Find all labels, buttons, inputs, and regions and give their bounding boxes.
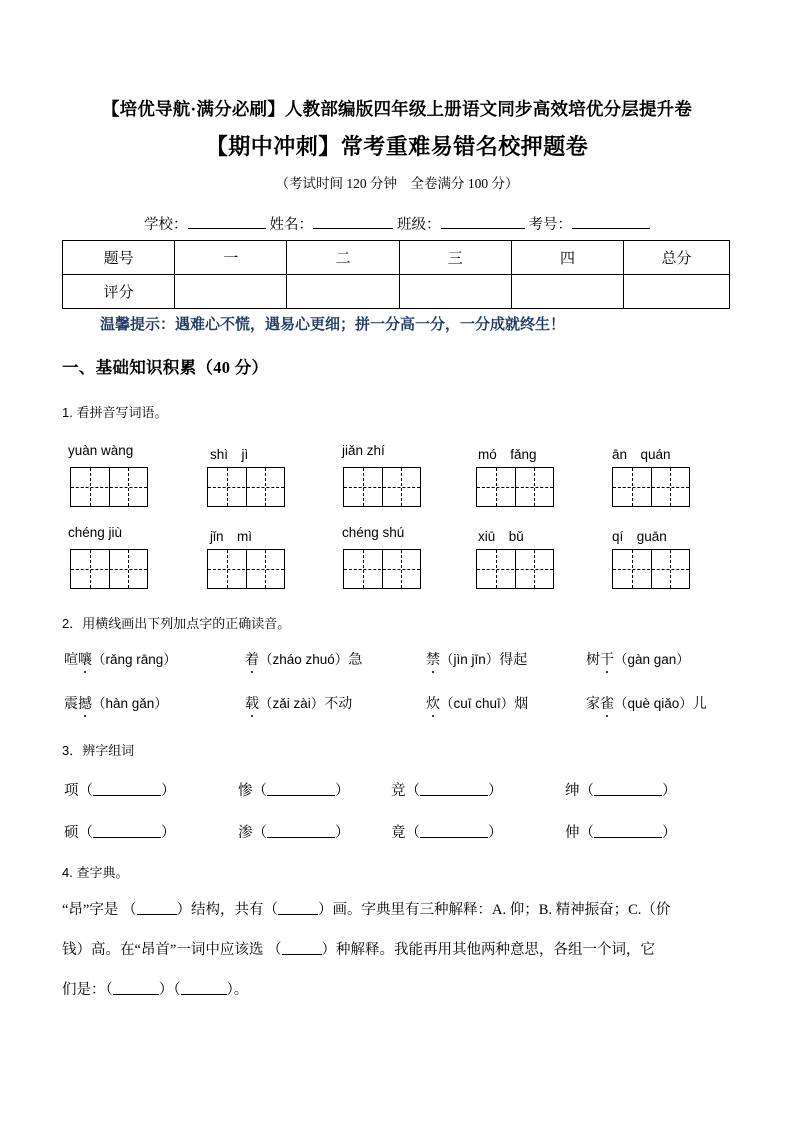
- q4-text-segment: ）结构，共有（: [176, 902, 278, 918]
- score-table-row-label-question: 题号: [63, 241, 175, 275]
- score-cell-2[interactable]: [287, 275, 399, 309]
- dotted-char: 撼: [78, 693, 92, 713]
- reading-choice-item[interactable]: [586, 692, 707, 713]
- q4-text-segment: ）（: [158, 982, 181, 998]
- pinyin-item: ān quán: [612, 447, 671, 462]
- reading-choice-item[interactable]: [245, 648, 362, 669]
- pinyin-item: chéng shú: [342, 525, 405, 540]
- pinyin-item: chéng jiù: [68, 525, 123, 540]
- dotted-char: 禁: [426, 649, 440, 669]
- word-building-item[interactable]: 伸（ ）: [565, 825, 677, 841]
- character: 硕: [64, 825, 79, 841]
- score-table-header-2: 二: [287, 241, 399, 275]
- q4-text-segment: 们是：（: [62, 982, 113, 998]
- exam-number-label: 考号：: [528, 217, 572, 233]
- q1-pinyin-row-1: [62, 443, 738, 463]
- score-table-row-label-score: 评分: [63, 275, 175, 309]
- character: 项: [64, 783, 79, 799]
- pinyin-options: （zǎi zài）: [259, 696, 325, 711]
- tianzige-box[interactable]: [70, 549, 148, 589]
- answer-blank[interactable]: [278, 914, 318, 915]
- dotted-char: 干: [600, 649, 614, 669]
- reading-choice-item[interactable]: [426, 648, 527, 669]
- class-label: 班级：: [397, 217, 441, 233]
- pinyin-options: （què qiǎo）: [614, 696, 693, 711]
- paper-series-title: 【培优导航·满分必刷】人教部编版四年级上册语文同步高效培优分层提升卷: [101, 99, 693, 119]
- dotted-char: 载: [245, 693, 259, 713]
- section-heading-basics: 一、基础知识积累（40 分）: [62, 358, 269, 377]
- tianzige-box[interactable]: [207, 549, 285, 589]
- class-input-blank[interactable]: [441, 228, 525, 229]
- word-building-item[interactable]: 竞（ ）: [391, 783, 503, 799]
- dotted-char: 雀: [600, 693, 614, 713]
- reading-choice-item[interactable]: [426, 692, 528, 713]
- score-table: [62, 240, 730, 309]
- character: 竟: [391, 825, 406, 841]
- answer-blank[interactable]: [267, 795, 335, 796]
- tianzige-box[interactable]: [343, 467, 421, 507]
- pinyin-item: mó fǎng: [478, 447, 537, 462]
- reading-choice-item[interactable]: [64, 648, 177, 669]
- score-cell-4[interactable]: [511, 275, 623, 309]
- answer-blank[interactable]: [420, 795, 488, 796]
- pinyin-options: （gàn gan）: [614, 652, 690, 667]
- answer-blank[interactable]: [267, 837, 335, 838]
- reading-choice-item[interactable]: [64, 692, 168, 713]
- q4-text-segment: 钱）高。在“昂首”一词中应该选 （: [62, 942, 282, 958]
- tianzige-box[interactable]: [476, 549, 554, 589]
- reading-choice-item[interactable]: [245, 692, 352, 713]
- dotted-char: 炊: [426, 693, 440, 713]
- character: 渗: [238, 825, 253, 841]
- q4-text-segment: “昂”字是 （: [62, 902, 137, 918]
- answer-blank[interactable]: [594, 795, 662, 796]
- word-building-item[interactable]: 硕（ ）: [64, 825, 176, 841]
- q4-text-line-1: [62, 900, 742, 920]
- tianzige-box[interactable]: [343, 549, 421, 589]
- score-table-header-1: 一: [175, 241, 287, 275]
- pinyin-item: qí guān: [612, 529, 667, 544]
- answer-blank[interactable]: [282, 954, 322, 955]
- student-info-line: [62, 213, 732, 234]
- paper-main-title: 【期中冲刺】常考重难易错名校押题卷: [205, 134, 589, 159]
- name-input-blank[interactable]: [313, 228, 393, 229]
- pinyin-options: （cuī chuī）: [440, 696, 515, 711]
- char-suffix: 得起: [499, 653, 528, 668]
- q1-answer-boxes-row-2: [62, 549, 738, 591]
- character: 竞: [391, 783, 406, 799]
- character: 伸: [565, 825, 580, 841]
- char-prefix: 震: [64, 697, 78, 712]
- pinyin-item: jǐn mì: [210, 529, 253, 544]
- answer-blank[interactable]: [113, 994, 159, 995]
- char-suffix: 儿: [692, 697, 707, 712]
- q4-text-line-2: [62, 940, 742, 960]
- tianzige-box[interactable]: [612, 549, 690, 589]
- character: 惨: [238, 783, 253, 799]
- answer-blank[interactable]: [594, 837, 662, 838]
- pinyin-item: jiǎn zhí: [342, 443, 385, 458]
- char-prefix: 树: [586, 653, 600, 668]
- q1-answer-boxes-row-1: [62, 467, 738, 509]
- answer-blank[interactable]: [420, 837, 488, 838]
- pinyin-item: xiū bǔ: [478, 529, 524, 544]
- dotted-char: 着: [245, 649, 259, 669]
- word-building-item[interactable]: 绅（ ）: [565, 783, 677, 799]
- tianzige-box[interactable]: [476, 467, 554, 507]
- score-table-header-total: 总分: [624, 241, 730, 275]
- pinyin-options: （zháo zhuó）: [259, 652, 349, 667]
- score-cell-1[interactable]: [175, 275, 287, 309]
- answer-blank[interactable]: [93, 837, 161, 838]
- tianzige-box[interactable]: [612, 467, 690, 507]
- warm-tip-text: 温馨提示：遇难心不慌，遇易心更细；拼一分高一分，一分成就终生！: [100, 317, 566, 333]
- pinyin-options: （rǎng rāng）: [92, 652, 177, 667]
- answer-blank[interactable]: [93, 795, 161, 796]
- q4-text-segment: ）。: [226, 982, 249, 998]
- tianzige-box[interactable]: [207, 467, 285, 507]
- char-suffix: 不动: [324, 697, 353, 712]
- character: 绅: [565, 783, 580, 799]
- char-suffix: 烟: [514, 697, 529, 712]
- pinyin-item: shì jì: [210, 447, 249, 462]
- school-input-blank[interactable]: [188, 228, 266, 229]
- question-1-label: 1. 看拼音写词语。: [62, 405, 168, 420]
- word-building-item[interactable]: 项（ ）: [64, 783, 176, 799]
- reading-choice-item[interactable]: [586, 648, 690, 669]
- paper-subtitle: （考试时间 120 分钟 全卷满分 100 分）: [275, 176, 519, 191]
- question-2-label: 2．用横线画出下列加点字的正确读音。: [62, 616, 291, 631]
- char-prefix: 家: [586, 697, 600, 712]
- dotted-char: 嚷: [78, 649, 92, 669]
- question-4-label: 4. 查字典。: [62, 865, 129, 880]
- answer-blank[interactable]: [137, 914, 177, 915]
- score-table-header-3: 三: [399, 241, 511, 275]
- word-building-item[interactable]: 惨（ ）: [238, 783, 350, 799]
- pinyin-options: （jìn jīn）: [440, 652, 500, 667]
- table-row: [63, 241, 730, 275]
- pinyin-item: yuàn wàng: [68, 443, 134, 458]
- word-building-item[interactable]: 渗（ ）: [238, 825, 350, 841]
- score-cell-total[interactable]: [624, 275, 730, 309]
- name-label: 姓名：: [269, 217, 313, 233]
- table-row: [63, 275, 730, 309]
- answer-blank[interactable]: [181, 994, 227, 995]
- question-3-label: 3．辨字组词: [62, 743, 135, 758]
- q4-text-line-3: [62, 980, 742, 1000]
- score-cell-3[interactable]: [399, 275, 511, 309]
- tianzige-box[interactable]: [70, 467, 148, 507]
- score-table-header-4: 四: [511, 241, 623, 275]
- school-label: 学校：: [144, 217, 188, 233]
- char-prefix: 喧: [64, 653, 78, 668]
- q4-text-segment: ）画。字典里有三种解释：A. 仰；B. 精神振奋；C.（价: [318, 902, 671, 918]
- char-suffix: 急: [348, 653, 363, 668]
- q1-pinyin-row-2: [62, 525, 738, 545]
- pinyin-options: （hàn gǎn）: [92, 696, 168, 711]
- word-building-item[interactable]: 竟（ ）: [391, 825, 503, 841]
- exam-number-input-blank[interactable]: [572, 228, 650, 229]
- q4-text-segment: ）种解释。我能再用其他两种意思，各组一个词，它: [321, 942, 655, 958]
